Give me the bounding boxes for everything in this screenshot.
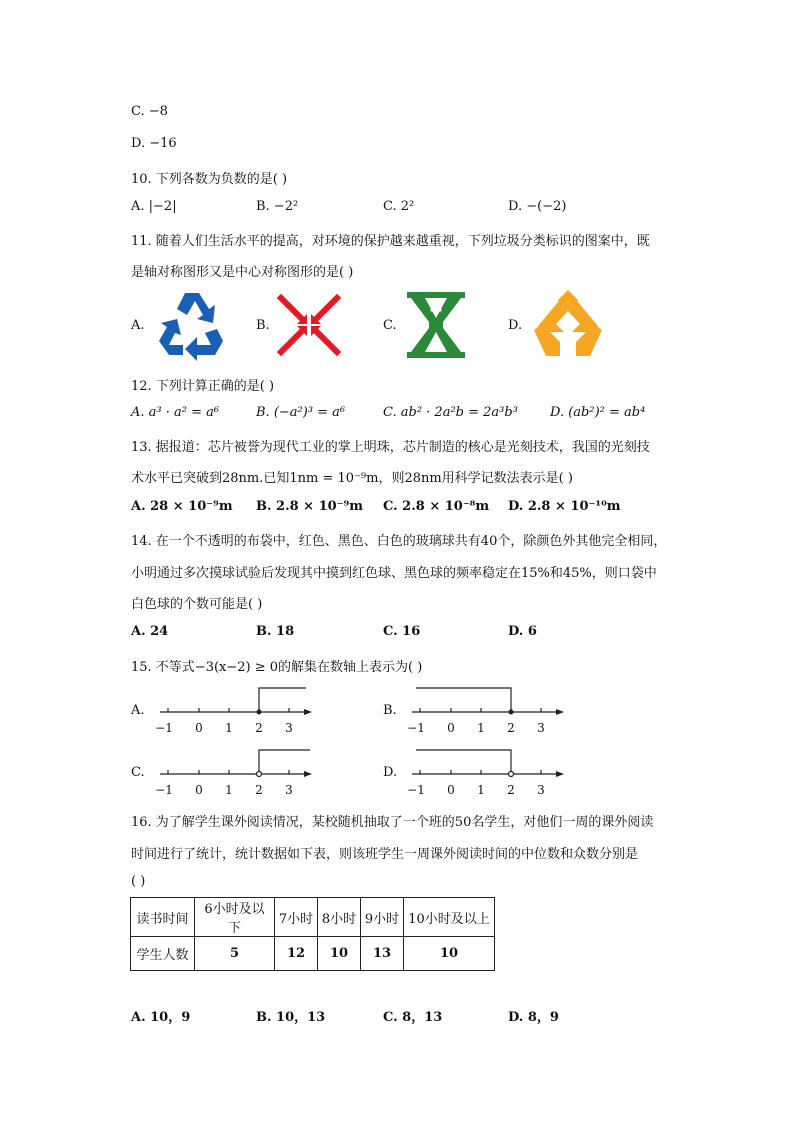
table-cell: 12 xyxy=(275,937,318,971)
q10-option-d: D. −(−2) xyxy=(508,199,567,214)
question-16-stem-1: 16. 为了解学生课外阅读情况，某校随机抽取了一个班的50名学生，对他们一周的课外阅读 xyxy=(131,815,654,830)
q11-option-d: D. xyxy=(508,318,523,333)
tick-label: 3 xyxy=(285,721,293,735)
q14-option-c: C. 16 xyxy=(383,624,421,639)
red-arrows-icon xyxy=(277,294,341,356)
q10-option-b: B. −2² xyxy=(256,199,299,214)
tick-label: 0 xyxy=(447,721,455,735)
q14-option-a: A. 24 xyxy=(131,624,169,639)
table-header-cell: 10小时及以上 xyxy=(404,898,495,937)
q12-option-d: D. (ab²)² = ab⁴ xyxy=(550,405,646,420)
table-cell: 10 xyxy=(318,937,361,971)
tick-label: −1 xyxy=(155,783,173,797)
q12-option-c: C. ab² · 2a²b = 2a³b³ xyxy=(383,405,518,420)
tick-label: 3 xyxy=(537,721,545,735)
number-line-c xyxy=(150,744,320,800)
q13-option-d: D. 2.8 × 10⁻¹⁰m xyxy=(508,499,621,514)
question-14-stem-3: 白色球的个数可能是( ) xyxy=(131,597,263,612)
q16-option-c: C. 8，13 xyxy=(383,1010,443,1025)
tick-label: −1 xyxy=(155,721,173,735)
tick-label: 3 xyxy=(285,783,293,797)
green-hourglass-icon xyxy=(405,292,467,358)
q10-option-a: A. |−2| xyxy=(131,199,177,214)
table-header-cell: 7小时 xyxy=(275,898,318,937)
question-13-stem-1: 13. 据报道：芯片被誉为现代工业的掌上明珠，芯片制造的核心是光刻技术，我国的光刻技 xyxy=(131,440,650,455)
q13-option-a: A. 28 × 10⁻⁹m xyxy=(131,499,233,514)
number-line-d xyxy=(402,744,572,800)
q16-option-b: B. 10，13 xyxy=(256,1010,326,1025)
question-10-stem: 10. 下列各数为负数的是( ) xyxy=(131,172,288,187)
question-11-stem-2: 是轴对称图形又是中心对称图形的是( ) xyxy=(131,265,354,280)
tick-label: 2 xyxy=(507,783,515,797)
q11-option-c: C. xyxy=(383,318,397,333)
tick-label: 1 xyxy=(225,783,233,797)
option-d: D. −16 xyxy=(131,136,177,151)
question-13-stem-2: 术水平已突破到28nm.已知1nm = 10⁻⁹m，则28nm用科学记数法表示是( ) xyxy=(131,471,573,486)
tick-label: 1 xyxy=(225,721,233,735)
tick-label: 0 xyxy=(447,783,455,797)
tick-label: 0 xyxy=(195,721,203,735)
question-12-stem: 12. 下列计算正确的是( ) xyxy=(131,379,275,394)
orange-triangle-icon xyxy=(532,290,604,358)
q11-option-b: B. xyxy=(256,318,270,333)
q13-option-c: C. 2.8 × 10⁻⁸m xyxy=(383,499,490,514)
q16-option-a: A. 10，9 xyxy=(131,1010,191,1025)
table-row xyxy=(131,937,495,971)
table-header-cell: 8小时 xyxy=(318,898,361,937)
q15-option-c: C. xyxy=(131,765,145,780)
q15-option-d: D. xyxy=(383,765,398,780)
table-cell: 10 xyxy=(404,937,495,971)
table-cell: 13 xyxy=(361,937,404,971)
table-header-row xyxy=(131,898,495,937)
tick-label: 2 xyxy=(255,721,263,735)
tick-label: −1 xyxy=(407,721,425,735)
q12-option-a: A. a³ · a² = a⁶ xyxy=(131,405,220,420)
q14-option-d: D. 6 xyxy=(508,624,537,639)
question-15-stem: 15. 不等式−3(x−2) ≥ 0的解集在数轴上表示为( ) xyxy=(131,660,423,675)
tick-label: 1 xyxy=(477,783,485,797)
question-14-stem-1: 14. 在一个不透明的布袋中，红色、黑色、白色的玻璃球共有40个，除颜色外其他完全相同， xyxy=(131,534,667,549)
table-header-cell: 读书时间 xyxy=(131,898,195,937)
tick-label: 0 xyxy=(195,783,203,797)
number-line-b xyxy=(402,682,572,738)
question-16-stem-2: 时间进行了统计，统计数据如下表，则该班学生一周课外阅读时间的中位数和众数分别是 xyxy=(131,847,639,862)
q13-option-b: B. 2.8 × 10⁻⁹m xyxy=(256,499,364,514)
tick-label: −1 xyxy=(407,783,425,797)
q10-option-c: C. 2² xyxy=(383,199,415,214)
reading-time-table xyxy=(130,897,495,971)
q15-option-a: A. xyxy=(131,703,145,718)
table-cell: 5 xyxy=(195,937,275,971)
q14-option-b: B. 18 xyxy=(256,624,295,639)
tick-label: 3 xyxy=(537,783,545,797)
table-header-cell: 9小时 xyxy=(361,898,404,937)
option-c: C. −8 xyxy=(131,104,168,119)
table-header-cell: 6小时及以下 xyxy=(195,898,275,937)
tick-label: 1 xyxy=(477,721,485,735)
table-cell: 学生人数 xyxy=(131,937,195,971)
q11-option-a: A. xyxy=(131,318,145,333)
question-11-stem-1: 11. 随着人们生活水平的提高，对环境的保护越来越重视，下列垃圾分类标识的图案中，既 xyxy=(131,234,650,249)
tick-label: 2 xyxy=(507,721,515,735)
question-14-stem-2: 小明通过多次摸球试验后发现其中摸到红色球、黑色球的频率稳定在15%和45%，则口袋中 xyxy=(131,566,657,581)
q16-option-d: D. 8，9 xyxy=(508,1010,559,1025)
q12-option-b: B. (−a²)³ = a⁶ xyxy=(256,405,346,420)
tick-label: 2 xyxy=(255,783,263,797)
number-line-a xyxy=(150,682,320,738)
question-16-stem-3: ( ) xyxy=(131,874,146,889)
q15-option-b: B. xyxy=(383,703,397,718)
recycle-icon xyxy=(155,289,227,361)
